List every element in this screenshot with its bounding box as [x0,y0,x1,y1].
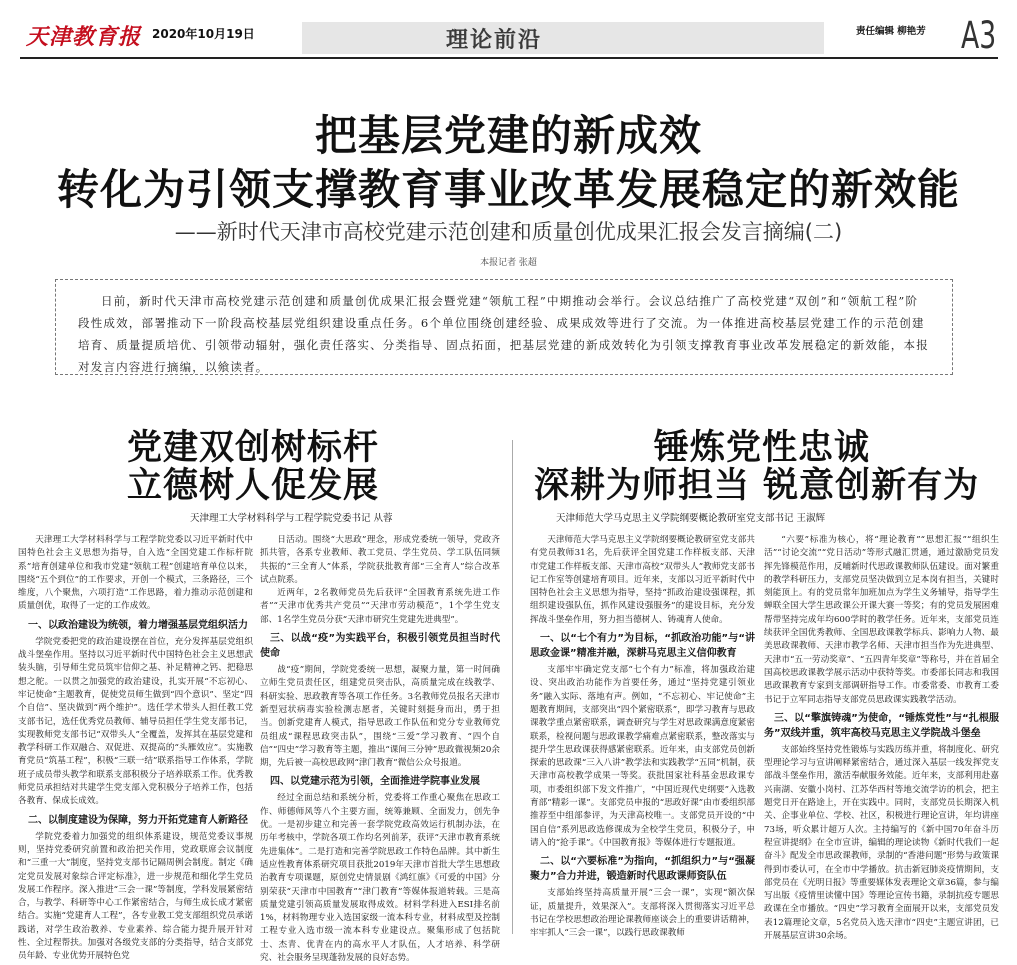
section-heading: 二、以“六要标准”为指向，“抓组织力”与“强凝聚力”合力并进，锻造新时代思政课师资队伍 [530,856,755,883]
responsible-editor: 责任编辑 柳艳芳 [856,26,926,37]
body-paragraph: 学院党委把党的政治建设摆在首位，充分发挥基层党组织战斗堡垒作用。坚持以习近平新时代中国特色社会主义思想武装头脑，引导师生党员筑牢信仰之基、补足精神之钙、把稳思想之舵。一以贯之加强党的政治建设，扎实开展“不忘初心、牢记使命”主题教育，促使党员师生做到“四个意识”、坚定“四个自信”、坚决做到“两个维护”。选任学术带头人担任教工党支部书记，选任优秀党员教师、辅导员担任学生党支部书记，实现教师党支部书记“双带头人”全覆盖，发挥其在基层党建和教学科研工作双融合、双促进、双提高的“头雁效应”。实施教育党员“筑基工程”，积极“三联一结”联系指导工作体系，学院班子成员带头教学和联系支部积极分子培养联系工作。优秀教师党员承担结对共建学生党支部入党积极分子培养工作，包括各教育、保成长成效。 [18,636,253,807]
body-paragraph: 支部牢牢确定党支部“七个有力”标准，将加强政治建设、突出政治功能作为首要任务，通过“坚持党建引领业务”融入实际、落地有声。例如，“不忘初心、牢记使命”主题教育期间，支部突出“四个紧密联系”，即学习教育与思政课教学重点紧密联系，调查研究与学生对思政课满意度紧密联系，检视问题与思政课教学痛难点紧密联系，整改落实与提升学生思政课获得感紧密联系。近年来，由支部党员创新探索的思政课“三入八讲”教学法和实践教学“五同”机制，获天津市高校教学成果一等奖。获批国家社科基金思政课专项，市委组织部下发文件推广，“中国近现代史纲要”入选教育部“精彩一课”。支部党员申报的“思政好课”由市委组织部推荐至中组部参评，为天津高校唯一。支部党员开设的“中国自信”系列思政选修课成为全校学生党员，积极分子，申请入的“抢手课”。《中国教育报》等媒体进行专题报道。 [530,665,755,848]
editor-note-box: 日前，新时代天津市高校党建示范创建和质量创优成果汇报会暨党建“领航工程”中期推动会举行。会议总结推广了高校党建“双创”和“领航工程”阶段性成效，部署推动下一阶段高校基层党组织建设重点任务。6个单位围绕创建经验、成果成效等进行了交流。为一体推进高校基层党建工作的示范创建培育、质量提质培优、引领带动辐射，强化责任落实、分类指导、固点拓面，把基层党建的新成效转化为引领支撑教育事业改革发展稳定的新效能，本报对发言内容进行摘编，以飨读者。 [55,279,953,375]
main-subtitle: ——新时代天津市高校党建示范创建和质量创优成果汇报会发言摘编(二) [174,220,843,244]
section-heading: 四、以党建示范为引领，全面推进学院事业发展 [270,776,480,788]
section-heading: 一、以“七个有力”为目标，“抓政治功能”与“讲思政金课”精准并融，深耕马克思主义信仰教育 [530,633,755,660]
right-article-column-2 [764,534,999,942]
newspaper-logo: 天津教育报 [26,24,142,50]
left-article-credit: 天津理工大学材料科学与工程学院党委书记 从蓉 [190,513,393,524]
left-article-title-line2: 立德树人促发展 [127,465,380,506]
main-headline-line1: 把基层党建的新成效 [314,111,702,160]
section-heading: 二、以制度建设为保障，努力开拓党建育人新路径 [28,814,248,826]
section-heading: 三、以战“疫”为实践平台，积极引领党员担当时代使命 [260,633,500,660]
left-article-title-line1: 党建双创树标杆 [127,427,380,468]
body-paragraph: 支部始终坚持党性锻炼与实践历练并重，将制度化、研究型理论学习与宣讲阐释紧密结合，通过深入基层一线发挥党支部战斗堡垒作用，激活奉献服务效能。近年来，支部利用赴嘉兴南湖、安徽小岗村、江苏华西村等地交流学访的机会，把主题党日开在路途上，开在实践中。同时，支部党员长期深入机关、企事业单位、学校、社区，积极进行理论宣讲，年均讲座73场，听众累计超万人次。主持编写的《新中国70年奋斗历程宣讲提纲》在全市宣讲，编辑的理论读物《新时代我们一起奋斗》配发全市思政课教师，录制的“香港问题”形势与政策课得到市委认可，在全市中学播放。抗击新冠肺炎疫情期间，支部党员在《光明日报》等重要媒体发表理论文章36篇，参与编写出版《疫情里读懂中国》等理论宣传书籍，录制抗疫专题思政课在全市播放。“四史”学习教育全面展开以来，支部党员发表12篇理论文章，5名党员入选天津市“四史”主题宣讲团，已开展基层宣讲30余场。 [764,744,999,942]
masthead [0,0,1017,56]
body-paragraph: 战“疫”期间，学院党委统一思想，凝聚力量，第一时间确立师生党员责任区，组建党员突击队，高质量完成在线教学、科研实验、思政教育等各项工作任务。3名教师党员报名天津市新型冠状病毒实验检测志愿者，关键时刻挺身而出，勇于担当。创新党建育人模式，指导思政工作队伍和党分专业教师党员组成“课程思政突击队”，围绕“三爱”学习教育、“四个自信”“四史”学习教育等主题，推出“课间三分钟”思政微视频20余期，先后被一高校思政网“津门教育”微信公众号报道。 [260,665,500,769]
page-number: A3 [961,14,997,57]
main-headline-line2: 转化为引领支撑教育事业改革发展稳定的新效能 [56,165,960,214]
left-article-column-2 [260,534,500,964]
masthead-rule [20,57,998,59]
body-paragraph: 日活动。围绕“大思政”理念，形成党委统一领导，党政齐抓共管，各系专业教师、教工党员、学生党员、学工队伍同频共振的“三全育人”体系，学院获批教育部“三全育人”综合改革试点院系。 [260,535,500,585]
body-paragraph: 天津师范大学马克思主义学院纲要概论教研室党支部共有党员教师31名，先后获评全国党建工作样板支部、天津市党建工作样板支部、天津市高校“双带头人”教师党支部书记工作室等创建培育项目。近年来，支部以习近平新时代中国特色社会主义思想为指导，坚持“抓政治建设强课程，抓组织建设强队伍，抓作风建设强服务”的建设目标，充分发挥战斗堡垒作用，努力担当德树人、铸魂育人使命。 [530,535,755,625]
section-band [302,22,824,54]
issue-date: 2020年10月19日 [152,27,255,41]
body-paragraph: 经过全面总结和系统分析，党委将工作重心聚焦在思政工作、师德师风等八个主要方面，统筹兼顾、全面发力，创先争优。一是初步建立和完善一套学院党政高效运行机制办法，在历年考核中，学院各项工作均名列前茅，获评“天津市教育系统先进集体”。二是打造和完善学院思政工作特色品牌。其中新生适应性教育体系研究项目获批2019年天津市首批大学生思想政治教育专项课题，原创党史情景剧《鸿红旗》《可爱的中国》分别荣获“天津市中国教育”“津门教育”等媒体报道转载。三是高质量党建引领高质量发展取得成效。材料学科进入ESI排名前1%，材料物理专业入选国家级一流本科专业，材料成型及控制工程专业入选市级一流本科专业建设点。聚集形成了包括院士、杰青、优青在内的高水平人才队伍，人才培养、科学研究、社会服务呈现蓬勃发展的良好态势。 [260,793,500,964]
right-article-title-line1: 锤炼党性忠诚 [654,427,871,468]
right-article-column-1 [530,534,755,939]
body-paragraph: 近两年，2名教师党员先后获评“全国教育系统先进工作者”“天津市优秀共产党员”“天津市劳动模范”，1个学生党支部、1名学生党员分获“天津市研究生党建先进典型”。 [260,588,500,625]
body-paragraph: 学院党委着力加强党的组织体系建设，规范党委议事规则，坚持党委研究前置和政治把关作用，党政联席会议制度和“三重一大”制度，坚持党支部书记隔周例会制度。制定《确定党员发展对象综合评定标准》，进一步规范和细化学生党员发展工作程序。深入推进“三会一课”等制度，学科发展紧密结合，与教学、科研等中心工作紧密结合，与师生成长成才紧密结合。实施“党建育人工程”，各专业教工党支部组织党员承诺践诺，对学生政治教养、专业素养、综合能力提升展开针对性、全过程帮扶。加强对各级党支部的分类指导，结合支部党员年龄、专业优势开展特色党 [18,831,253,962]
byline: 本报记者 张超 [480,258,537,268]
right-article-credit: 天津师范大学马克思主义学院纲要概论教研室党支部书记 王淑辉 [556,513,826,524]
body-paragraph: “六要”标准为核心，将“理论教育”“思想汇报”“组织生活”“讨论交流”“党日活动”等形式融汇贯通，通过激励党员发挥先锋模范作用，反哺新时代思政课教师队伍建设。面对繁重的教学科研压力，支部党员坚决做到立足本岗有担当，关键时刻能顶上。有的党员常年加班加点为学生义务辅导，指导学生蝉联全国大学生思政课公开课大赛一等奖；有的党员发展困难帮带坚持完成年均600学时的教学任务。近年来，支部党员连续获评全国优秀教师、全国思政课教学标兵、影响力人物、最美思政课教师、天津市教学名师、天津市担当作为先进典型、天津市“五一劳动奖章”、“五四青年奖章”等称号，并在首届全国高校思政课教学展示活动中获特等奖。市委部长同志和我国思政课教育专家到支部调研指导工作。市委常委、市教育工委书记于立军同志指导支部党员思政课实践教学活动。 [764,535,999,705]
right-article-title-line2: 深耕为师担当 锐意创新有为 [534,465,980,506]
section-heading: 三、以“擎旗铸魂”为使命，“锤炼党性”与“扎根服务”双线并重，筑牢高校马克思主义学院战斗堡垒 [764,712,999,739]
body-paragraph: 天津理工大学材料科学与工程学院党委以习近平新时代中国特色社会主义思想为指导，自入选“全国党建工作标杆院系”培育创建单位和我市党建“领航工程”创建培育单位以来，围绕“五个到位”的工作要求，开创一个模式，三条路径，三个维度，八个聚焦，六项打造”工作思路，着力推动示范创建和质量创优，取得了一定的工作成效。 [18,535,253,612]
section-title: 理论前沿 [446,28,543,53]
left-article-column-1 [18,534,253,962]
column-divider [512,440,513,934]
body-paragraph: 支部始终坚持高质量开展“三会一课”，实现“额次保证，质量提升，效果深入”。支部将深入贯彻落实习近平总书记在学校思想政治理论课教师座谈会上的重要讲话精神，牢牢抓人“三会一课”，以践行思政课教师 [530,888,755,939]
section-heading: 一、以政治建设为统领，着力增强基层党组织活力 [28,619,248,631]
